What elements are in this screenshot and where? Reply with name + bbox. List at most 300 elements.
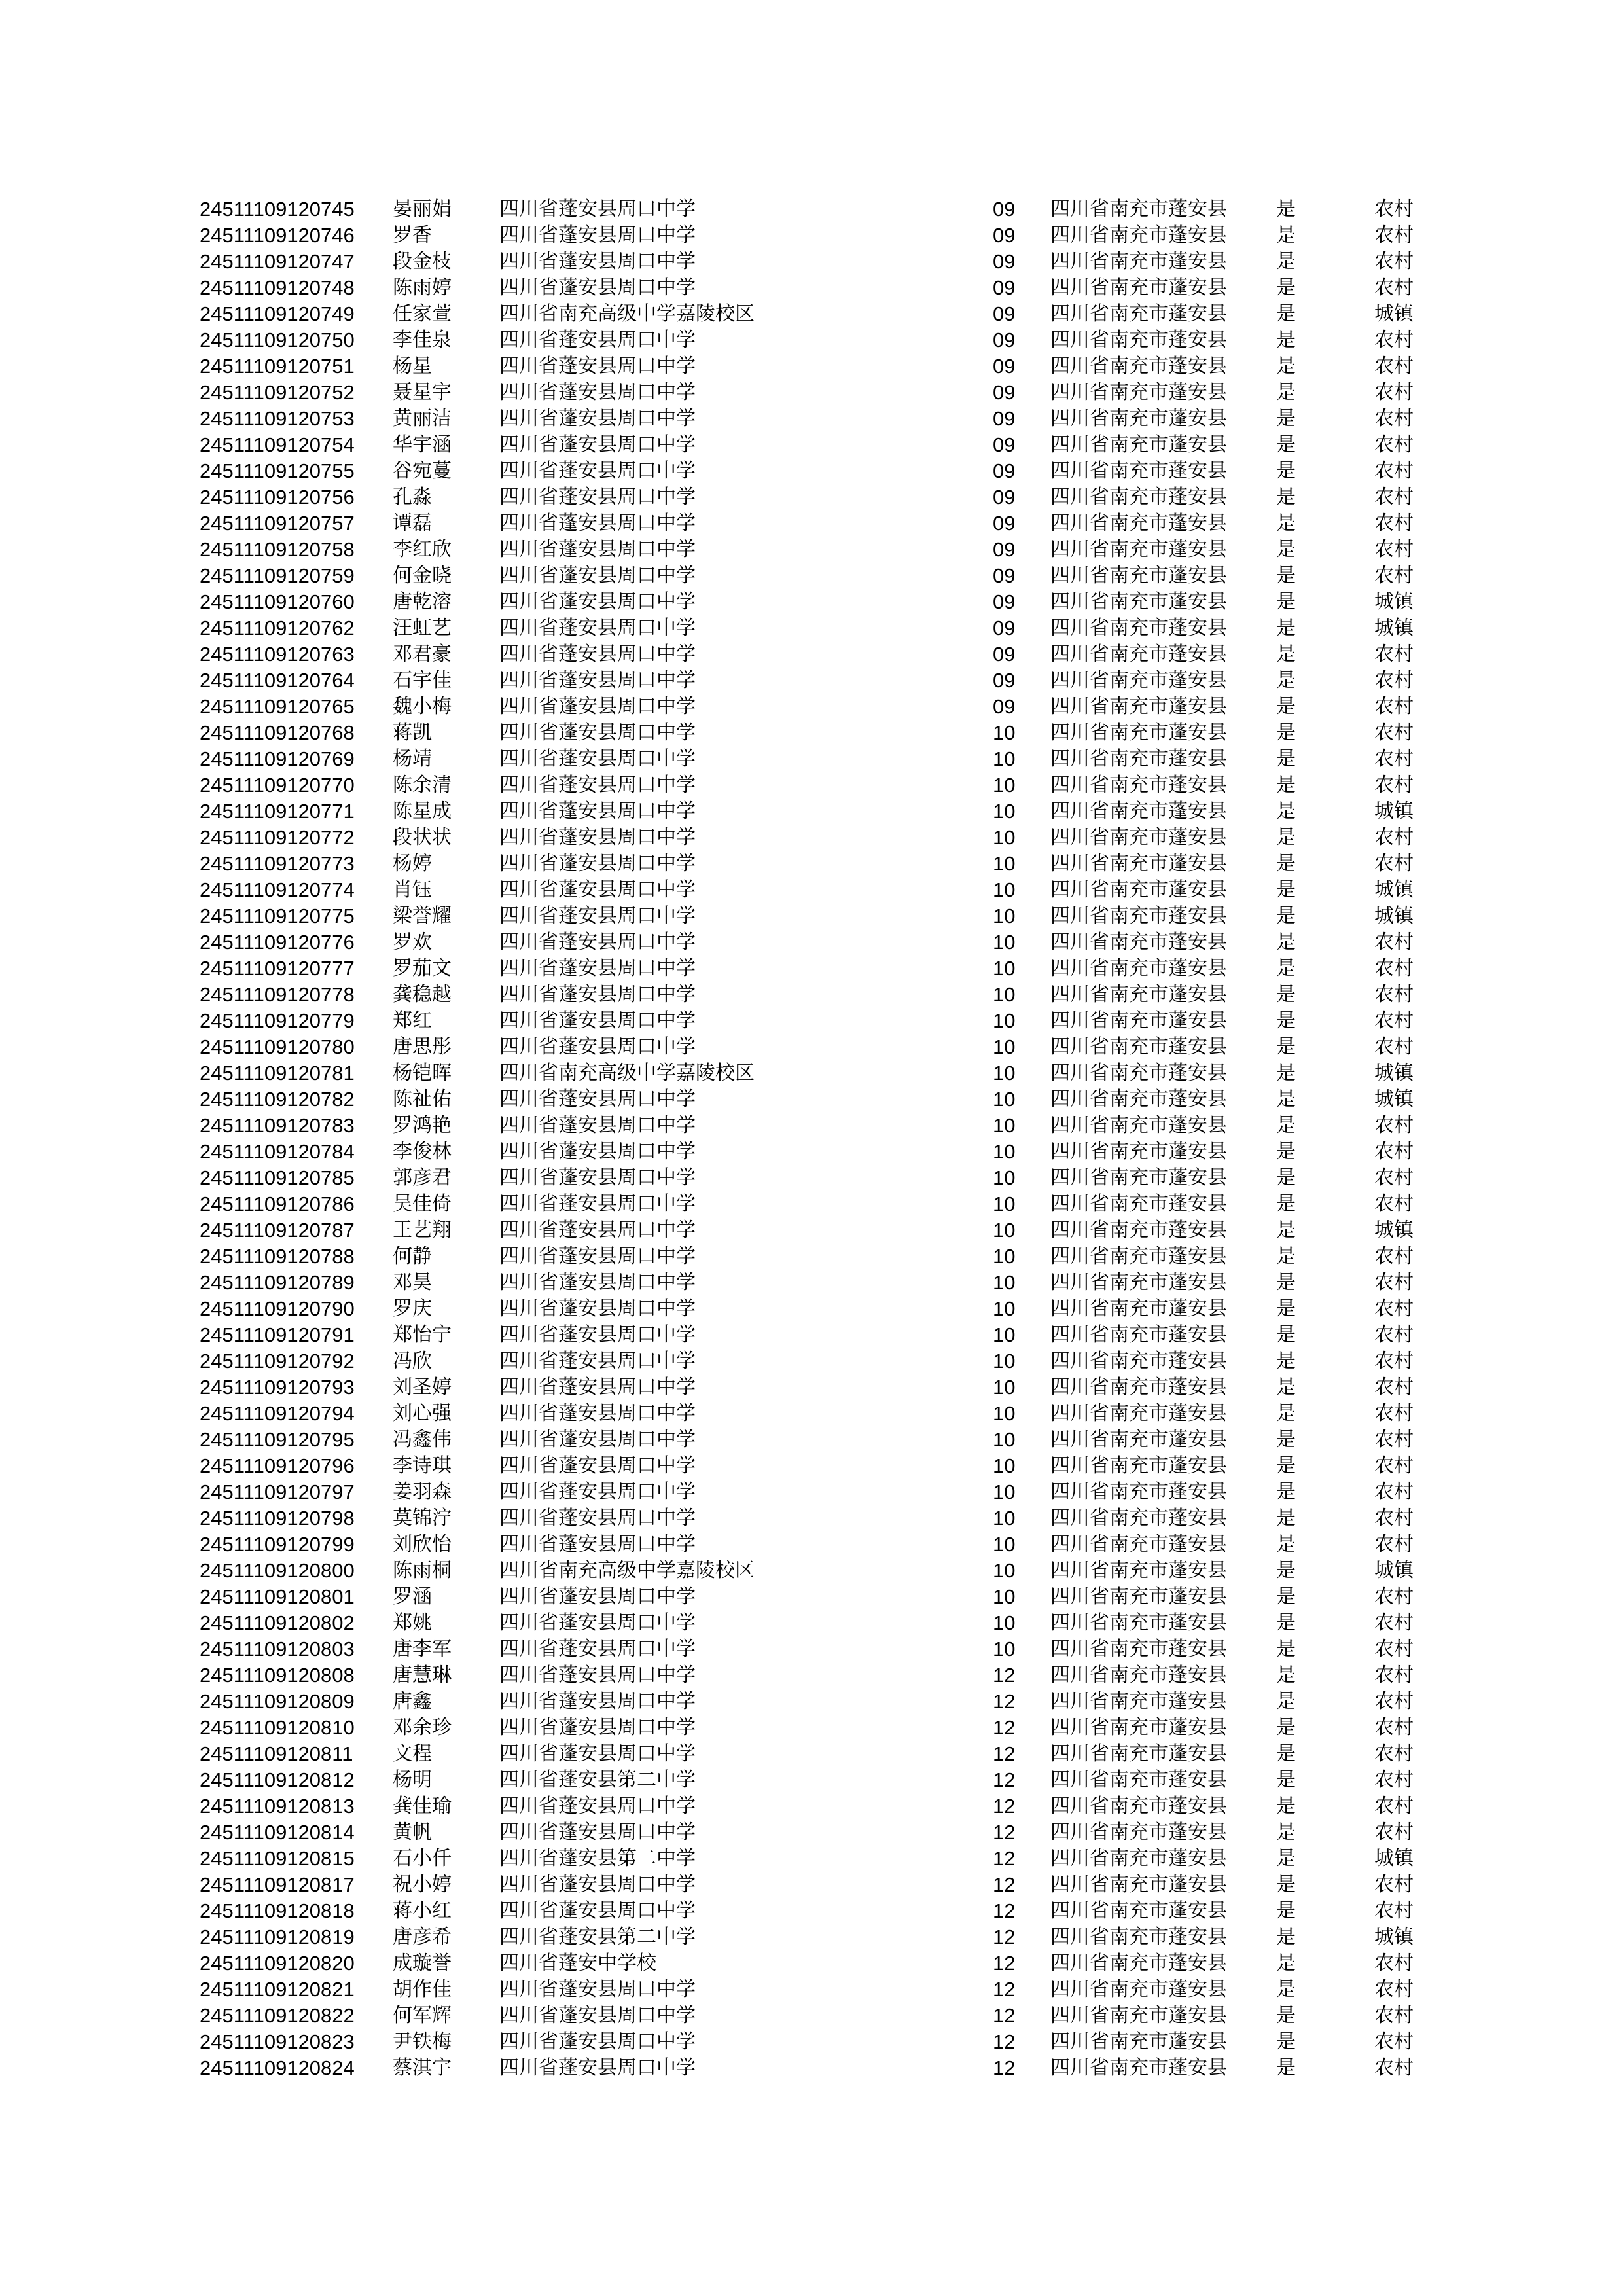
cell-school: 四川省蓬安县周口中学 — [499, 1402, 696, 1425]
cell-id: 24511109120823 — [200, 2030, 355, 2053]
cell-name: 魏小梅 — [393, 695, 452, 718]
cell-school: 四川省蓬安县周口中学 — [499, 590, 696, 613]
cell-region: 四川省南充市蓬安县 — [1050, 590, 1227, 613]
cell-region: 四川省南充市蓬安县 — [1050, 1062, 1227, 1085]
cell-class: 10 — [993, 1219, 1016, 1242]
cell-name: 蒋凯 — [393, 721, 432, 744]
cell-region: 四川省南充市蓬安县 — [1050, 2056, 1227, 2079]
table-row — [0, 484, 1623, 511]
cell-class: 09 — [993, 302, 1016, 325]
cell-type: 农村 — [1374, 538, 1414, 561]
cell-id: 24511109120770 — [200, 774, 355, 797]
cell-school: 四川省蓬安县周口中学 — [499, 1035, 696, 1058]
cell-type: 农村 — [1374, 1873, 1414, 1896]
cell-id: 24511109120748 — [200, 276, 355, 299]
cell-class: 10 — [993, 1533, 1016, 1556]
cell-region: 四川省南充市蓬安县 — [1050, 1114, 1227, 1137]
cell-region: 四川省南充市蓬安县 — [1050, 774, 1227, 797]
cell-school: 四川省蓬安县周口中学 — [499, 800, 696, 823]
cell-region: 四川省南充市蓬安县 — [1050, 1978, 1227, 2001]
cell-type: 农村 — [1374, 852, 1414, 875]
cell-class: 09 — [993, 538, 1016, 561]
table-row — [0, 1270, 1623, 1296]
table-row — [0, 432, 1623, 458]
cell-school: 四川省蓬安中学校 — [499, 1952, 656, 1975]
cell-class: 10 — [993, 1350, 1016, 1372]
table-row — [0, 275, 1623, 301]
cell-school: 四川省蓬安县周口中学 — [499, 1297, 696, 1320]
table-row — [0, 982, 1623, 1008]
cell-name: 李诗琪 — [393, 1454, 452, 1477]
cell-type: 城镇 — [1374, 878, 1414, 901]
cell-region: 四川省南充市蓬安县 — [1050, 1638, 1227, 1660]
cell-class: 09 — [993, 250, 1016, 273]
cell-name: 龚稳越 — [393, 983, 452, 1006]
table-row — [0, 1584, 1623, 1610]
cell-class: 10 — [993, 931, 1016, 954]
cell-name: 姜羽森 — [393, 1480, 452, 1503]
cell-id: 24511109120795 — [200, 1428, 355, 1451]
table-row — [0, 1662, 1623, 1689]
cell-flag: 是 — [1276, 1978, 1296, 2001]
table-row — [0, 1453, 1623, 1479]
cell-id: 24511109120760 — [200, 590, 355, 613]
cell-type: 农村 — [1374, 1821, 1414, 1844]
cell-id: 24511109120783 — [200, 1114, 355, 1137]
cell-flag: 是 — [1276, 1559, 1296, 1582]
cell-school: 四川省蓬安县周口中学 — [499, 1009, 696, 1032]
cell-flag: 是 — [1276, 1140, 1296, 1163]
cell-class: 10 — [993, 957, 1016, 980]
cell-class: 09 — [993, 381, 1016, 404]
cell-school: 四川省蓬安县周口中学 — [499, 2056, 696, 2079]
cell-type: 农村 — [1374, 1454, 1414, 1477]
cell-class: 10 — [993, 1585, 1016, 1608]
cell-name: 谭磊 — [393, 512, 432, 535]
cell-name: 胡作佳 — [393, 1978, 452, 2001]
table-row — [0, 353, 1623, 380]
cell-region: 四川省南充市蓬安县 — [1050, 669, 1227, 692]
cell-class: 12 — [993, 1821, 1016, 1844]
cell-flag: 是 — [1276, 1193, 1296, 1215]
cell-type: 农村 — [1374, 1611, 1414, 1634]
cell-school: 四川省蓬安县周口中学 — [499, 1716, 696, 1739]
cell-school: 四川省蓬安县周口中学 — [499, 1533, 696, 1556]
cell-id: 24511109120802 — [200, 1611, 355, 1634]
cell-school: 四川省蓬安县周口中学 — [499, 878, 696, 901]
cell-class: 09 — [993, 459, 1016, 482]
cell-id: 24511109120796 — [200, 1454, 355, 1477]
cell-type: 农村 — [1374, 512, 1414, 535]
cell-id: 24511109120815 — [200, 1847, 355, 1870]
cell-id: 24511109120753 — [200, 407, 355, 430]
table-row — [0, 327, 1623, 353]
cell-region: 四川省南充市蓬安县 — [1050, 381, 1227, 404]
cell-id: 24511109120745 — [200, 198, 355, 221]
table-row — [0, 249, 1623, 275]
cell-type: 农村 — [1374, 747, 1414, 770]
cell-region: 四川省南充市蓬安县 — [1050, 957, 1227, 980]
table-row — [0, 1374, 1623, 1401]
cell-name: 杨星 — [393, 355, 432, 378]
table-row — [0, 668, 1623, 694]
cell-type: 城镇 — [1374, 590, 1414, 613]
cell-id: 24511109120800 — [200, 1559, 355, 1582]
cell-flag: 是 — [1276, 669, 1296, 692]
cell-class: 12 — [993, 1768, 1016, 1791]
cell-type: 农村 — [1374, 695, 1414, 718]
cell-region: 四川省南充市蓬安县 — [1050, 1690, 1227, 1713]
cell-type: 城镇 — [1374, 1062, 1414, 1085]
cell-school: 四川省蓬安县第二中学 — [499, 1847, 696, 1870]
cell-region: 四川省南充市蓬安县 — [1050, 2030, 1227, 2053]
cell-class: 09 — [993, 564, 1016, 587]
cell-name: 罗鸿艳 — [393, 1114, 452, 1137]
cell-id: 24511109120763 — [200, 643, 355, 666]
cell-name: 段金枝 — [393, 250, 452, 273]
cell-region: 四川省南充市蓬安县 — [1050, 1821, 1227, 1844]
cell-school: 四川省蓬安县周口中学 — [499, 905, 696, 927]
cell-region: 四川省南充市蓬安县 — [1050, 224, 1227, 247]
cell-class: 10 — [993, 1611, 1016, 1634]
table-row — [0, 1244, 1623, 1270]
cell-class: 10 — [993, 1114, 1016, 1137]
table-row — [0, 1689, 1623, 1715]
table-row — [0, 615, 1623, 641]
table-row — [0, 1793, 1623, 1820]
cell-id: 24511109120793 — [200, 1376, 355, 1399]
cell-type: 农村 — [1374, 931, 1414, 954]
cell-name: 唐李军 — [393, 1638, 452, 1660]
cell-type: 农村 — [1374, 433, 1414, 456]
cell-region: 四川省南充市蓬安县 — [1050, 1166, 1227, 1189]
cell-school: 四川省蓬安县周口中学 — [499, 1664, 696, 1687]
cell-region: 四川省南充市蓬安县 — [1050, 1350, 1227, 1372]
cell-school: 四川省蓬安县周口中学 — [499, 1690, 696, 1713]
table-row — [0, 1924, 1623, 1950]
cell-name: 陈雨桐 — [393, 1559, 452, 1582]
cell-flag: 是 — [1276, 1271, 1296, 1294]
cell-name: 陈星成 — [393, 800, 452, 823]
cell-flag: 是 — [1276, 538, 1296, 561]
cell-type: 农村 — [1374, 1507, 1414, 1530]
cell-flag: 是 — [1276, 1926, 1296, 1948]
table-row — [0, 720, 1623, 746]
cell-flag: 是 — [1276, 1297, 1296, 1320]
table-row — [0, 877, 1623, 903]
cell-id: 24511109120813 — [200, 1795, 355, 1818]
cell-name: 任家萱 — [393, 302, 452, 325]
cell-id: 24511109120812 — [200, 1768, 355, 1791]
cell-name: 邓余珍 — [393, 1716, 452, 1739]
cell-region: 四川省南充市蓬安县 — [1050, 1926, 1227, 1948]
cell-id: 24511109120784 — [200, 1140, 355, 1163]
cell-school: 四川省蓬安县周口中学 — [499, 1193, 696, 1215]
cell-region: 四川省南充市蓬安县 — [1050, 1873, 1227, 1896]
cell-id: 24511109120782 — [200, 1088, 355, 1111]
cell-id: 24511109120787 — [200, 1219, 355, 1242]
cell-name: 蔡淇宇 — [393, 2056, 452, 2079]
cell-flag: 是 — [1276, 1035, 1296, 1058]
cell-region: 四川省南充市蓬安县 — [1050, 1402, 1227, 1425]
cell-name: 祝小婷 — [393, 1873, 452, 1896]
cell-class: 10 — [993, 1193, 1016, 1215]
cell-type: 城镇 — [1374, 617, 1414, 639]
cell-name: 杨婷 — [393, 852, 432, 875]
cell-region: 四川省南充市蓬安县 — [1050, 1507, 1227, 1530]
cell-id: 24511109120751 — [200, 355, 355, 378]
cell-flag: 是 — [1276, 2004, 1296, 2027]
cell-id: 24511109120747 — [200, 250, 355, 273]
cell-name: 罗香 — [393, 224, 432, 247]
table-row — [0, 563, 1623, 589]
cell-school: 四川省蓬安县周口中学 — [499, 1899, 696, 1922]
cell-class: 10 — [993, 1376, 1016, 1399]
cell-flag: 是 — [1276, 1585, 1296, 1608]
cell-flag: 是 — [1276, 1062, 1296, 1085]
cell-id: 24511109120749 — [200, 302, 355, 325]
cell-name: 郭彦君 — [393, 1166, 452, 1189]
cell-region: 四川省南充市蓬安县 — [1050, 1480, 1227, 1503]
cell-school: 四川省蓬安县周口中学 — [499, 1140, 696, 1163]
cell-name: 罗涵 — [393, 1585, 432, 1608]
table-row — [0, 746, 1623, 772]
table-row — [0, 851, 1623, 877]
cell-type: 城镇 — [1374, 905, 1414, 927]
cell-region: 四川省南充市蓬安县 — [1050, 1009, 1227, 1032]
table-row — [0, 1008, 1623, 1034]
cell-name: 汪虹艺 — [393, 617, 452, 639]
table-row — [0, 1610, 1623, 1636]
cell-flag: 是 — [1276, 1350, 1296, 1372]
cell-flag: 是 — [1276, 957, 1296, 980]
cell-region: 四川省南充市蓬安县 — [1050, 302, 1227, 325]
cell-class: 10 — [993, 1638, 1016, 1660]
cell-type: 农村 — [1374, 1114, 1414, 1137]
cell-type: 农村 — [1374, 1480, 1414, 1503]
cell-school: 四川省蓬安县周口中学 — [499, 250, 696, 273]
table-row — [0, 825, 1623, 851]
cell-id: 24511109120754 — [200, 433, 355, 456]
cell-flag: 是 — [1276, 1821, 1296, 1844]
cell-school: 四川省蓬安县周口中学 — [499, 1166, 696, 1189]
cell-name: 龚佳瑜 — [393, 1795, 452, 1818]
cell-region: 四川省南充市蓬安县 — [1050, 747, 1227, 770]
cell-region: 四川省南充市蓬安县 — [1050, 433, 1227, 456]
cell-class: 10 — [993, 1480, 1016, 1503]
cell-type: 农村 — [1374, 1297, 1414, 1320]
cell-region: 四川省南充市蓬安县 — [1050, 721, 1227, 744]
cell-flag: 是 — [1276, 1742, 1296, 1765]
table-row — [0, 589, 1623, 615]
table-row — [0, 1872, 1623, 1898]
cell-class: 10 — [993, 1323, 1016, 1346]
table-row — [0, 1113, 1623, 1139]
cell-name: 刘心强 — [393, 1402, 452, 1425]
cell-type: 农村 — [1374, 1350, 1414, 1372]
cell-school: 四川省蓬安县周口中学 — [499, 1454, 696, 1477]
cell-school: 四川省蓬安县周口中学 — [499, 355, 696, 378]
cell-flag: 是 — [1276, 590, 1296, 613]
cell-region: 四川省南充市蓬安县 — [1050, 931, 1227, 954]
cell-type: 城镇 — [1374, 1559, 1414, 1582]
table-row — [0, 1217, 1623, 1244]
cell-id: 24511109120797 — [200, 1480, 355, 1503]
cell-id: 24511109120750 — [200, 329, 355, 351]
cell-flag: 是 — [1276, 381, 1296, 404]
cell-flag: 是 — [1276, 1480, 1296, 1503]
cell-id: 24511109120756 — [200, 486, 355, 509]
cell-id: 24511109120790 — [200, 1297, 355, 1320]
cell-flag: 是 — [1276, 1009, 1296, 1032]
cell-name: 冯鑫伟 — [393, 1428, 452, 1451]
cell-id: 24511109120788 — [200, 1245, 355, 1268]
cell-type: 农村 — [1374, 983, 1414, 1006]
cell-id: 24511109120791 — [200, 1323, 355, 1346]
cell-region: 四川省南充市蓬安县 — [1050, 1271, 1227, 1294]
cell-region: 四川省南充市蓬安县 — [1050, 1376, 1227, 1399]
cell-region: 四川省南充市蓬安县 — [1050, 1952, 1227, 1975]
cell-region: 四川省南充市蓬安县 — [1050, 2004, 1227, 2027]
cell-name: 何金晓 — [393, 564, 452, 587]
cell-id: 24511109120803 — [200, 1638, 355, 1660]
cell-type: 农村 — [1374, 957, 1414, 980]
cell-school: 四川省蓬安县周口中学 — [499, 1873, 696, 1896]
cell-type: 农村 — [1374, 1245, 1414, 1268]
cell-name: 黄帆 — [393, 1821, 432, 1844]
table-row — [0, 1636, 1623, 1662]
cell-class: 09 — [993, 407, 1016, 430]
cell-class: 10 — [993, 1428, 1016, 1451]
cell-id: 24511109120759 — [200, 564, 355, 587]
cell-class: 10 — [993, 774, 1016, 797]
cell-id: 24511109120774 — [200, 878, 355, 901]
table-row — [0, 1715, 1623, 1741]
cell-flag: 是 — [1276, 2056, 1296, 2079]
cell-flag: 是 — [1276, 826, 1296, 849]
cell-school: 四川省蓬安县周口中学 — [499, 1376, 696, 1399]
cell-name: 罗庆 — [393, 1297, 432, 1320]
cell-flag: 是 — [1276, 512, 1296, 535]
table-row — [0, 929, 1623, 956]
table-row — [0, 2003, 1623, 2029]
cell-region: 四川省南充市蓬安县 — [1050, 1140, 1227, 1163]
cell-flag: 是 — [1276, 1454, 1296, 1477]
cell-flag: 是 — [1276, 1873, 1296, 1896]
cell-school: 四川省蓬安县周口中学 — [499, 695, 696, 718]
table-row — [0, 1086, 1623, 1113]
cell-class: 12 — [993, 1847, 1016, 1870]
cell-class: 10 — [993, 1140, 1016, 1163]
cell-id: 24511109120769 — [200, 747, 355, 770]
cell-region: 四川省南充市蓬安县 — [1050, 1795, 1227, 1818]
table-row — [0, 1820, 1623, 1846]
cell-class: 09 — [993, 669, 1016, 692]
cell-flag: 是 — [1276, 459, 1296, 482]
student-list-table — [0, 196, 1623, 2081]
cell-flag: 是 — [1276, 800, 1296, 823]
cell-region: 四川省南充市蓬安县 — [1050, 512, 1227, 535]
cell-type: 农村 — [1374, 721, 1414, 744]
cell-id: 24511109120771 — [200, 800, 355, 823]
cell-class: 10 — [993, 800, 1016, 823]
cell-name: 杨靖 — [393, 747, 432, 770]
cell-school: 四川省蓬安县周口中学 — [499, 826, 696, 849]
table-row — [0, 1741, 1623, 1767]
cell-flag: 是 — [1276, 1716, 1296, 1739]
cell-region: 四川省南充市蓬安县 — [1050, 1245, 1227, 1268]
cell-name: 华宇涵 — [393, 433, 452, 456]
cell-name: 郑怡宁 — [393, 1323, 452, 1346]
cell-school: 四川省蓬安县周口中学 — [499, 1480, 696, 1503]
cell-type: 农村 — [1374, 669, 1414, 692]
cell-id: 24511109120818 — [200, 1899, 355, 1922]
cell-flag: 是 — [1276, 1611, 1296, 1634]
cell-type: 农村 — [1374, 1009, 1414, 1032]
cell-school: 四川省南充高级中学嘉陵校区 — [499, 1062, 755, 1085]
cell-type: 农村 — [1374, 1323, 1414, 1346]
cell-id: 24511109120775 — [200, 905, 355, 927]
cell-class: 10 — [993, 1271, 1016, 1294]
cell-type: 农村 — [1374, 250, 1414, 273]
cell-type: 农村 — [1374, 459, 1414, 482]
cell-flag: 是 — [1276, 1219, 1296, 1242]
table-row — [0, 1977, 1623, 2003]
cell-id: 24511109120808 — [200, 1664, 355, 1687]
cell-class: 10 — [993, 1009, 1016, 1032]
cell-class: 09 — [993, 329, 1016, 351]
cell-school: 四川省蓬安县周口中学 — [499, 721, 696, 744]
cell-region: 四川省南充市蓬安县 — [1050, 800, 1227, 823]
cell-id: 24511109120780 — [200, 1035, 355, 1058]
cell-flag: 是 — [1276, 329, 1296, 351]
cell-flag: 是 — [1276, 1638, 1296, 1660]
cell-name: 唐彦希 — [393, 1926, 452, 1948]
cell-flag: 是 — [1276, 1847, 1296, 1870]
cell-school: 四川省蓬安县周口中学 — [499, 198, 696, 221]
cell-class: 10 — [993, 1559, 1016, 1582]
cell-id: 24511109120757 — [200, 512, 355, 535]
cell-type: 农村 — [1374, 1742, 1414, 1765]
cell-class: 12 — [993, 1716, 1016, 1739]
cell-flag: 是 — [1276, 1768, 1296, 1791]
cell-school: 四川省蓬安县周口中学 — [499, 224, 696, 247]
cell-flag: 是 — [1276, 302, 1296, 325]
cell-school: 四川省蓬安县周口中学 — [499, 983, 696, 1006]
cell-id: 24511109120809 — [200, 1690, 355, 1713]
cell-type: 农村 — [1374, 1690, 1414, 1713]
cell-class: 10 — [993, 852, 1016, 875]
cell-region: 四川省南充市蓬安县 — [1050, 355, 1227, 378]
cell-class: 12 — [993, 1795, 1016, 1818]
cell-id: 24511109120773 — [200, 852, 355, 875]
table-row — [0, 223, 1623, 249]
cell-region: 四川省南充市蓬安县 — [1050, 1428, 1227, 1451]
cell-name: 石小仟 — [393, 1847, 452, 1870]
cell-id: 24511109120768 — [200, 721, 355, 744]
table-row — [0, 1322, 1623, 1348]
cell-type: 城镇 — [1374, 302, 1414, 325]
table-row — [0, 2055, 1623, 2081]
cell-name: 莫锦泞 — [393, 1507, 452, 1530]
cell-class: 10 — [993, 721, 1016, 744]
cell-type: 农村 — [1374, 329, 1414, 351]
cell-type: 农村 — [1374, 1952, 1414, 1975]
cell-school: 四川省蓬安县周口中学 — [499, 433, 696, 456]
cell-name: 杨明 — [393, 1768, 432, 1791]
cell-id: 24511109120789 — [200, 1271, 355, 1294]
cell-class: 10 — [993, 1507, 1016, 1530]
